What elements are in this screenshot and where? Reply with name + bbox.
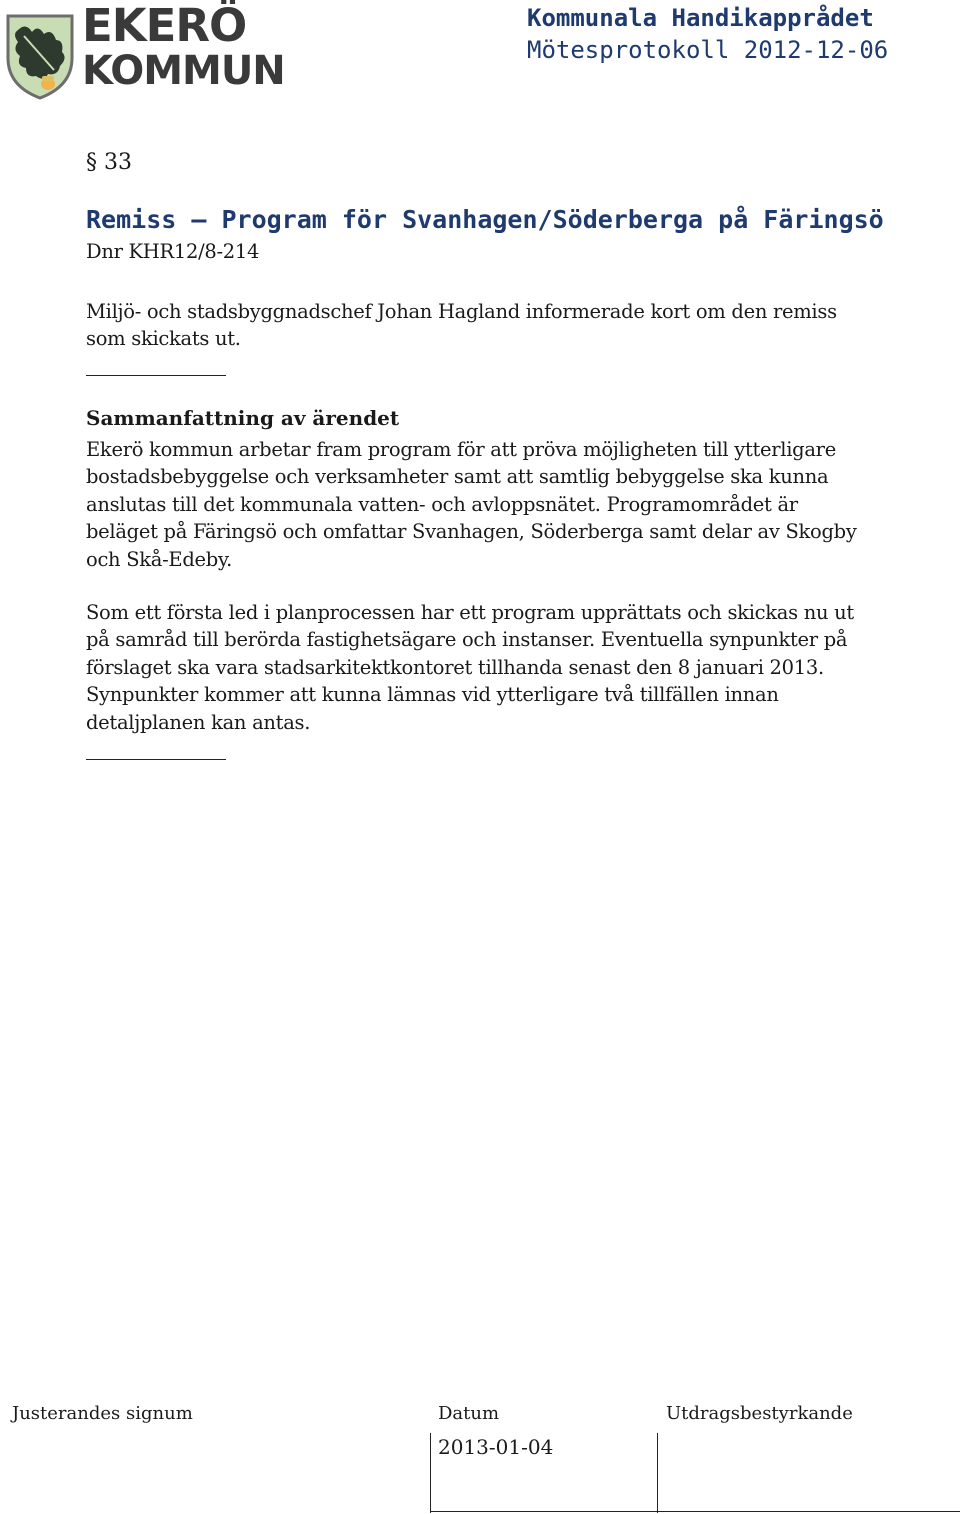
intro-paragraph: Miljö- och stadsbyggnadschef Johan Hagland informerade kort om den remiss som skickats ut. (86, 300, 837, 351)
signature-label: Justerandes signum (12, 1403, 193, 1424)
extract-label: Utdragsbestyrkande (666, 1403, 853, 1424)
section-title: Remiss – Program för Svanhagen/Söderberga på Färingsö (86, 205, 884, 234)
date-value: 2013-01-04 (438, 1435, 554, 1459)
protocol-date: Mötesprotokoll 2012-12-06 (527, 36, 889, 64)
oak-leaf-shield-icon (4, 10, 76, 102)
dnr-reference: Dnr KHR12/8-214 (86, 240, 260, 263)
logo-word-kommun: KOMMUN (82, 48, 285, 94)
summary-paragraph-1: Ekerö kommun arbetar fram program för att pröva möjligheten till ytterligare bostadsbebyggelse och verksamheter samt att samtlig bebyggelse ska kunna anslutas till det kommunala vatten- och avloppsnätet. Programområdet är beläget på Färingsö och omfattar Svanhagen, Söderberga samt delar av Skogby och Skå-Edeby. (86, 438, 857, 571)
section-divider (86, 759, 226, 760)
logo-word-ekero: EKERÖ (82, 0, 247, 52)
footer-divider (430, 1433, 431, 1513)
footer-divider (657, 1433, 658, 1513)
ekero-kommun-logo (4, 0, 285, 98)
section-divider (86, 375, 226, 376)
summary-paragraph-2: Som ett första led i planprocessen har ett program upprättats och skickas nu ut på samråd till berörda fastighetsägare och instanser. Eventuella synpunkter på förslaget ska vara stadsarkitektkontoret tillhanda senast den 8 januari 2013. Synpunkter kommer att kunna lämnas vid ytterligare två tillfällen innan detaljplanen kan antas. (86, 601, 854, 734)
committee-name: Kommunala Handikapprådet (527, 4, 874, 32)
paragraph-number: § 33 (86, 150, 132, 175)
date-label: Datum (438, 1403, 500, 1424)
footer-baseline (430, 1511, 960, 1512)
summary-heading: Sammanfattning av ärendet (86, 406, 400, 430)
